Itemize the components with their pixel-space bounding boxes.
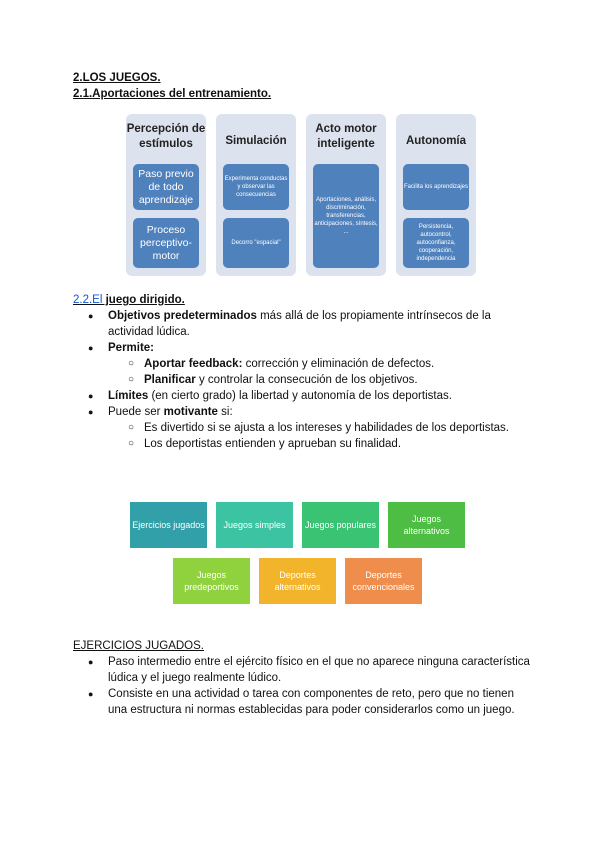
bullet-dot: ●: [88, 311, 94, 321]
list-item: ● Objetivos predeterminados más allá de los propiamente intrínsecos de la actividad lúdica.: [88, 310, 491, 338]
diagram-column-simulacion: [216, 114, 296, 276]
bullet-dot: ●: [88, 689, 94, 699]
heading-ejercicios-jugados: EJERCICIOS JUGADOS.: [73, 640, 204, 652]
bullet-circle: ○: [128, 422, 135, 433]
diagram-box-juegos-simples: Juegos simples: [216, 502, 293, 548]
list-item: ● Paso intermedio entre el ejército físico en el que no aparece ninguna característica lúdica y el juego realmente lúdico.: [88, 656, 530, 684]
diagram-column-acto-motor: [306, 114, 386, 276]
bullet-dot: ●: [88, 343, 94, 353]
diagram-box-juegos-alternativos: Juegos alternativos: [388, 502, 465, 548]
diagram-box-deportes-alternativos: Deportes alternativos: [259, 558, 336, 604]
diagram-box-ejercicios-jugados: Ejercicios jugados: [130, 502, 207, 548]
list-subitem: ○ Es divertido si se ajusta a los intereses y habilidades de los deportistas.: [128, 422, 510, 434]
heading-los-juegos: 2.LOS JUEGOS.: [73, 72, 161, 84]
bullet-circle: ○: [128, 438, 135, 449]
juego-dirigido-list: [80, 308, 520, 452]
bullet-dot: ●: [88, 391, 94, 401]
column-title: Percepción de estímulos: [126, 123, 206, 150]
diagram-box: Facilita los aprendizajes: [403, 164, 469, 210]
list-subitem: ○ Los deportistas entienden y aprueban su finalidad.: [128, 438, 402, 450]
diagram-box: Proceso perceptivo-motor: [133, 218, 199, 268]
diagram-box: Persistencia, autocontrol, autoconfianza, cooperación, independencia: [403, 218, 469, 268]
juegos-types-diagram: [130, 502, 466, 606]
diagram-column-autonomia: [396, 114, 476, 276]
diagram-box: Aportaciones, análisis, discriminación, transferencias, anticipaciones, síntesis, ...: [313, 164, 379, 268]
column-title: Simulación: [225, 135, 287, 147]
diagram-box-juegos-populares: Juegos populares: [302, 502, 379, 548]
column-title: Autonomía: [405, 135, 467, 147]
heading-juego-dirigido: 2.2.El juego dirigido.: [73, 294, 185, 306]
list-subitem: ○ Aportar feedback: corrección y eliminación de defectos.: [128, 358, 435, 370]
bullet-dot: ●: [88, 407, 94, 417]
bullet-dot: ●: [88, 657, 94, 667]
list-item: ● Límites (en cierto grado) la libertad y autonomía de los deportistas.: [88, 390, 452, 402]
aportaciones-diagram: [126, 114, 476, 276]
column-title: Acto motor inteligente: [315, 123, 377, 150]
diagram-column-percepcion: [126, 114, 206, 276]
heading-aportaciones: 2.1.Aportaciones del entrenamiento.: [73, 88, 272, 100]
diagram-box-deportes-convencionales: Deportes convencionales: [345, 558, 422, 604]
list-item: ● Consiste en una actividad o tarea con componentes de reto, pero que no tienen una estructura ni normas establecidas para poder considerarlos como un juego.: [88, 688, 515, 716]
bullet-circle: ○: [128, 358, 135, 369]
bullet-circle: ○: [128, 374, 135, 385]
diagram-box: Experimenta conductas y observar las consecuencias: [223, 164, 289, 210]
list-subitem: ○ Planificar y controlar la consecución de los objetivos.: [128, 374, 418, 386]
ejercicios-jugados-list: [80, 654, 530, 718]
list-item: ● Permite:: [88, 342, 155, 354]
diagram-box: Decorro "espacial": [223, 218, 289, 268]
list-item: ● Puede ser motivante si:: [88, 406, 233, 418]
diagram-box: Paso previo de todo aprendizaje: [133, 164, 199, 210]
diagram-box-juegos-predeportivos: Juegos predeportivos: [173, 558, 250, 604]
